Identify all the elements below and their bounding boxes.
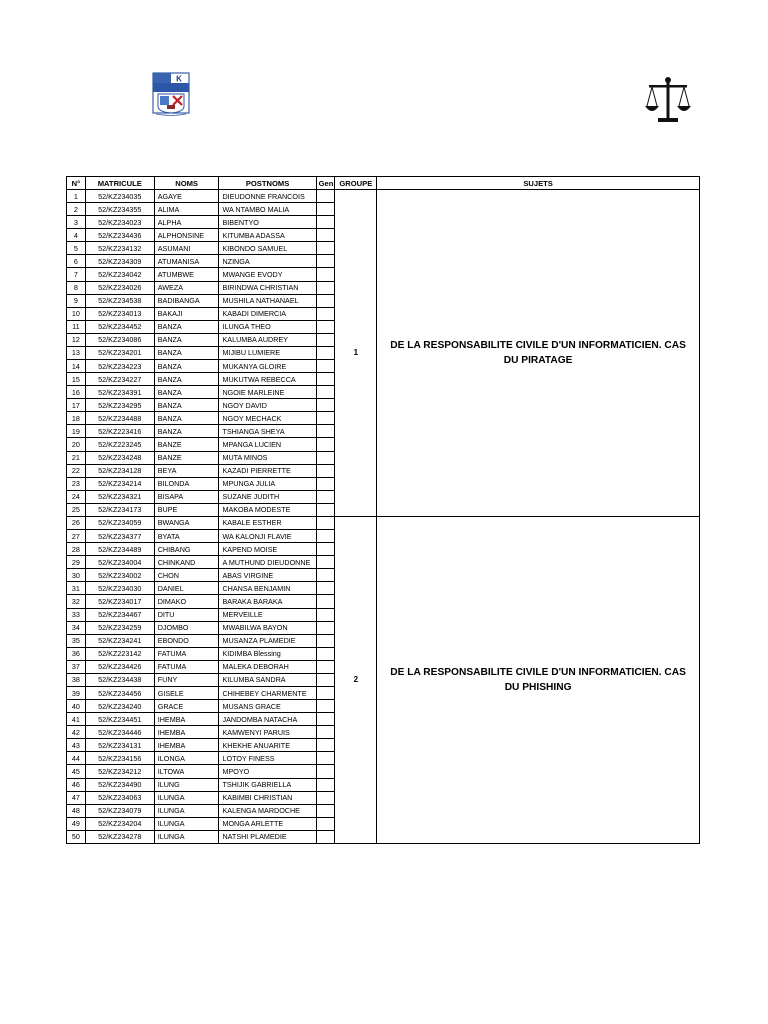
row-gen xyxy=(316,817,335,830)
row-matricule: 52/KZ234240 xyxy=(85,700,154,713)
row-number: 37 xyxy=(67,660,86,673)
row-number: 49 xyxy=(67,817,86,830)
row-nom: BANZA xyxy=(154,320,219,333)
row-postnom: KAZADI PIERRETTE xyxy=(219,464,316,477)
row-postnom: NGOIE MARLEINE xyxy=(219,386,316,399)
row-nom: ALIMA xyxy=(154,203,219,216)
row-number: 20 xyxy=(67,438,86,451)
row-nom: ATUMBWE xyxy=(154,268,219,281)
row-gen xyxy=(316,804,335,817)
row-gen xyxy=(316,373,335,386)
student-groups-table xyxy=(66,176,700,844)
row-nom: ILUNG xyxy=(154,778,219,791)
row-gen xyxy=(316,556,335,569)
row-gen xyxy=(316,621,335,634)
table-row xyxy=(67,516,700,529)
header-groupe: GROUPE xyxy=(335,177,377,190)
row-nom: BANZA xyxy=(154,386,219,399)
row-number: 3 xyxy=(67,216,86,229)
row-nom: IHEMBA xyxy=(154,739,219,752)
row-gen xyxy=(316,412,335,425)
row-number: 42 xyxy=(67,726,86,739)
row-postnom: KABALE ESTHER xyxy=(219,516,316,529)
row-number: 30 xyxy=(67,569,86,582)
row-matricule: 52/KZ223142 xyxy=(85,647,154,660)
row-nom: AGAYE xyxy=(154,190,219,203)
row-gen xyxy=(316,216,335,229)
row-postnom: MIJIBU LUMIERE xyxy=(219,346,316,359)
row-number: 36 xyxy=(67,647,86,660)
row-postnom: ILUNGA THEO xyxy=(219,320,316,333)
row-postnom: KALUMBA AUDREY xyxy=(219,333,316,346)
university-crest-icon xyxy=(152,72,190,116)
row-matricule: 52/KZ223416 xyxy=(85,425,154,438)
row-matricule: 52/KZ234467 xyxy=(85,608,154,621)
row-matricule: 52/KZ234377 xyxy=(85,530,154,543)
row-matricule: 52/KZ234063 xyxy=(85,791,154,804)
row-gen xyxy=(316,516,335,529)
row-matricule: 52/KZ234538 xyxy=(85,294,154,307)
row-nom: GISELE xyxy=(154,686,219,699)
row-number: 28 xyxy=(67,543,86,556)
row-gen xyxy=(316,294,335,307)
row-matricule: 52/KZ234013 xyxy=(85,307,154,320)
row-postnom: NATSHI PLAMEDIE xyxy=(219,830,316,843)
row-gen xyxy=(316,281,335,294)
row-postnom: CHANSA BENJAMIN xyxy=(219,582,316,595)
row-number: 9 xyxy=(67,294,86,307)
row-number: 21 xyxy=(67,451,86,464)
row-nom: BWANGA xyxy=(154,516,219,529)
row-nom: BUPE xyxy=(154,503,219,516)
row-gen xyxy=(316,438,335,451)
row-number: 27 xyxy=(67,530,86,543)
row-postnom: KIBONDO SAMUEL xyxy=(219,242,316,255)
row-matricule: 52/KZ234026 xyxy=(85,281,154,294)
row-number: 6 xyxy=(67,255,86,268)
row-postnom: TSHIJIK GABRIELLA xyxy=(219,778,316,791)
row-number: 41 xyxy=(67,713,86,726)
row-matricule: 52/KZ234489 xyxy=(85,543,154,556)
row-postnom: DIEUDONNE FRANCOIS xyxy=(219,190,316,203)
row-nom: CHON xyxy=(154,569,219,582)
row-nom: BADIBANGA xyxy=(154,294,219,307)
row-nom: ALPHONSINE xyxy=(154,229,219,242)
row-nom: BANZA xyxy=(154,333,219,346)
row-nom: IHEMBA xyxy=(154,726,219,739)
row-matricule: 52/KZ234017 xyxy=(85,595,154,608)
row-postnom: KAPEND MOISE xyxy=(219,543,316,556)
row-matricule: 52/KZ234436 xyxy=(85,229,154,242)
row-postnom: ABAS VIRGINE xyxy=(219,569,316,582)
row-number: 45 xyxy=(67,765,86,778)
row-matricule: 52/KZ234086 xyxy=(85,333,154,346)
row-gen xyxy=(316,451,335,464)
row-number: 44 xyxy=(67,752,86,765)
row-matricule: 52/KZ234201 xyxy=(85,346,154,359)
row-matricule: 52/KZ234030 xyxy=(85,582,154,595)
row-number: 48 xyxy=(67,804,86,817)
row-nom: DANIEL xyxy=(154,582,219,595)
row-gen xyxy=(316,660,335,673)
row-matricule: 52/KZ234321 xyxy=(85,490,154,503)
group-number: 2 xyxy=(335,516,377,843)
row-gen xyxy=(316,425,335,438)
row-matricule: 52/KZ234128 xyxy=(85,464,154,477)
row-postnom: BIRINDWA CHRISTIAN xyxy=(219,281,316,294)
row-gen xyxy=(316,608,335,621)
row-matricule: 52/KZ234355 xyxy=(85,203,154,216)
row-matricule: 52/KZ234204 xyxy=(85,817,154,830)
row-postnom: NZINGA xyxy=(219,255,316,268)
row-matricule: 52/KZ234173 xyxy=(85,503,154,516)
scales-of-justice-icon xyxy=(645,76,691,126)
row-number: 26 xyxy=(67,516,86,529)
row-nom: ILUNGA xyxy=(154,817,219,830)
row-matricule: 52/KZ234391 xyxy=(85,386,154,399)
row-postnom: WA KALONJI FLAVIE xyxy=(219,530,316,543)
row-matricule: 52/KZ234223 xyxy=(85,360,154,373)
row-postnom: WA NTAMBO MALIA xyxy=(219,203,316,216)
row-matricule: 52/KZ234248 xyxy=(85,451,154,464)
row-gen xyxy=(316,386,335,399)
row-postnom: MUSANZA PLAMEDIE xyxy=(219,634,316,647)
row-nom: ILUNGA xyxy=(154,830,219,843)
row-number: 39 xyxy=(67,686,86,699)
header-gen: Gen xyxy=(316,177,335,190)
table-row xyxy=(67,190,700,203)
row-postnom: LOTOY FINESS xyxy=(219,752,316,765)
row-matricule: 52/KZ234002 xyxy=(85,569,154,582)
row-matricule: 52/KZ234309 xyxy=(85,255,154,268)
row-matricule: 52/KZ234241 xyxy=(85,634,154,647)
row-number: 12 xyxy=(67,333,86,346)
row-postnom: KHEKHE ANUARITE xyxy=(219,739,316,752)
row-gen xyxy=(316,464,335,477)
row-nom: FUNY xyxy=(154,673,219,686)
row-gen xyxy=(316,634,335,647)
row-number: 19 xyxy=(67,425,86,438)
row-number: 29 xyxy=(67,556,86,569)
row-number: 13 xyxy=(67,346,86,359)
row-number: 4 xyxy=(67,229,86,242)
row-gen xyxy=(316,673,335,686)
row-gen xyxy=(316,255,335,268)
row-postnom: KABADI DIMERCIA xyxy=(219,307,316,320)
row-nom: BEYA xyxy=(154,464,219,477)
row-gen xyxy=(316,752,335,765)
row-matricule: 52/KZ234131 xyxy=(85,739,154,752)
row-postnom: MUKANYA GLOIRE xyxy=(219,360,316,373)
row-number: 14 xyxy=(67,360,86,373)
row-matricule: 52/KZ234042 xyxy=(85,268,154,281)
row-gen xyxy=(316,530,335,543)
row-matricule: 52/KZ234451 xyxy=(85,713,154,726)
row-number: 2 xyxy=(67,203,86,216)
row-gen xyxy=(316,726,335,739)
row-number: 7 xyxy=(67,268,86,281)
row-postnom: KITUMBA ADASSA xyxy=(219,229,316,242)
row-nom: EBONDO xyxy=(154,634,219,647)
row-postnom: MERVEILLE xyxy=(219,608,316,621)
row-matricule: 52/KZ234156 xyxy=(85,752,154,765)
row-postnom: TSHIANGA SHEYA xyxy=(219,425,316,438)
row-nom: BANZA xyxy=(154,425,219,438)
row-matricule: 52/KZ234490 xyxy=(85,778,154,791)
row-number: 31 xyxy=(67,582,86,595)
row-gen xyxy=(316,830,335,843)
row-nom: ILUNGA xyxy=(154,791,219,804)
row-matricule: 52/KZ234004 xyxy=(85,556,154,569)
row-number: 15 xyxy=(67,373,86,386)
row-postnom: NGOY DAVID xyxy=(219,399,316,412)
row-gen xyxy=(316,778,335,791)
row-number: 33 xyxy=(67,608,86,621)
table-header-row xyxy=(67,177,700,190)
row-gen xyxy=(316,686,335,699)
row-gen xyxy=(316,346,335,359)
row-nom: FATUMA xyxy=(154,660,219,673)
row-nom: IHEMBA xyxy=(154,713,219,726)
row-matricule: 52/KZ234212 xyxy=(85,765,154,778)
row-postnom: MUKUTWA REBECCA xyxy=(219,373,316,386)
row-nom: BANZA xyxy=(154,373,219,386)
row-gen xyxy=(316,333,335,346)
row-nom: AWEZA xyxy=(154,281,219,294)
row-gen xyxy=(316,490,335,503)
row-number: 40 xyxy=(67,700,86,713)
row-postnom: KIDIMBA Blessing xyxy=(219,647,316,660)
row-postnom: MALEKA DEBORAH xyxy=(219,660,316,673)
row-number: 1 xyxy=(67,190,86,203)
row-postnom: KABIMBI CHRISTIAN xyxy=(219,791,316,804)
row-postnom: KILUMBA SANDRA xyxy=(219,673,316,686)
row-postnom: BARAKA BARAKA xyxy=(219,595,316,608)
row-matricule: 52/KZ234456 xyxy=(85,686,154,699)
header-noms: NOMS xyxy=(154,177,219,190)
row-matricule: 52/KZ234426 xyxy=(85,660,154,673)
row-number: 16 xyxy=(67,386,86,399)
row-nom: BANZA xyxy=(154,360,219,373)
row-postnom: MUTA MINOS xyxy=(219,451,316,464)
row-matricule: 52/KZ234132 xyxy=(85,242,154,255)
row-nom: DIMAKO xyxy=(154,595,219,608)
group-subject: DE LA RESPONSABILITE CIVILE D'UN INFORMATICIEN. CAS DU PIRATAGE xyxy=(377,190,700,517)
row-gen xyxy=(316,791,335,804)
row-matricule: 52/KZ234438 xyxy=(85,673,154,686)
row-gen xyxy=(316,739,335,752)
row-nom: BISAPA xyxy=(154,490,219,503)
row-postnom: MONGA ARLETTE xyxy=(219,817,316,830)
row-nom: BANZE xyxy=(154,438,219,451)
row-number: 8 xyxy=(67,281,86,294)
row-nom: ASUMANI xyxy=(154,242,219,255)
row-number: 50 xyxy=(67,830,86,843)
row-number: 32 xyxy=(67,595,86,608)
row-nom: BANZA xyxy=(154,346,219,359)
row-matricule: 52/KZ234452 xyxy=(85,320,154,333)
row-postnom: MUSHILA NATHANAEL xyxy=(219,294,316,307)
row-number: 43 xyxy=(67,739,86,752)
row-number: 22 xyxy=(67,464,86,477)
row-gen xyxy=(316,307,335,320)
row-gen xyxy=(316,647,335,660)
row-number: 34 xyxy=(67,621,86,634)
row-nom: ILONGA xyxy=(154,752,219,765)
row-matricule: 52/KZ234035 xyxy=(85,190,154,203)
row-nom: FATUMA xyxy=(154,647,219,660)
row-number: 10 xyxy=(67,307,86,320)
row-gen xyxy=(316,765,335,778)
row-gen xyxy=(316,229,335,242)
row-gen xyxy=(316,399,335,412)
row-gen xyxy=(316,477,335,490)
row-nom: BANZA xyxy=(154,412,219,425)
row-matricule: 52/KZ234023 xyxy=(85,216,154,229)
row-postnom: A MUTHUND DIEUDONNE xyxy=(219,556,316,569)
header-n: N° xyxy=(67,177,86,190)
row-matricule: 52/KZ234259 xyxy=(85,621,154,634)
row-postnom: MPUNGA JULIA xyxy=(219,477,316,490)
row-postnom: JANDOMBA NATACHA xyxy=(219,713,316,726)
table-body xyxy=(67,190,700,844)
row-gen xyxy=(316,203,335,216)
row-matricule: 52/KZ234278 xyxy=(85,830,154,843)
group-number: 1 xyxy=(335,190,377,517)
row-nom: ATUMANISA xyxy=(154,255,219,268)
row-nom: GRACE xyxy=(154,700,219,713)
row-nom: BANZA xyxy=(154,399,219,412)
row-number: 25 xyxy=(67,503,86,516)
row-matricule: 52/KZ234488 xyxy=(85,412,154,425)
header-sujets: SUJETS xyxy=(377,177,700,190)
row-gen xyxy=(316,360,335,373)
row-gen xyxy=(316,543,335,556)
row-gen xyxy=(316,242,335,255)
row-nom: BYATA xyxy=(154,530,219,543)
row-gen xyxy=(316,713,335,726)
row-nom: ILUNGA xyxy=(154,804,219,817)
header-postnoms: POSTNOMS xyxy=(219,177,316,190)
row-nom: BILONDA xyxy=(154,477,219,490)
row-gen xyxy=(316,190,335,203)
row-number: 35 xyxy=(67,634,86,647)
row-nom: ILTOWA xyxy=(154,765,219,778)
row-number: 11 xyxy=(67,320,86,333)
row-gen xyxy=(316,582,335,595)
row-number: 47 xyxy=(67,791,86,804)
row-gen xyxy=(316,595,335,608)
row-postnom: MWABILWA BAYON xyxy=(219,621,316,634)
row-postnom: MPANGA LUCIEN xyxy=(219,438,316,451)
row-nom: CHIBANG xyxy=(154,543,219,556)
row-postnom: MPOYO xyxy=(219,765,316,778)
row-matricule: 52/KZ234059 xyxy=(85,516,154,529)
row-matricule: 52/KZ223245 xyxy=(85,438,154,451)
row-postnom: MUSANS GRACE xyxy=(219,700,316,713)
row-nom: DJOMBO xyxy=(154,621,219,634)
row-gen xyxy=(316,503,335,516)
row-matricule: 52/KZ234214 xyxy=(85,477,154,490)
row-matricule: 52/KZ234446 xyxy=(85,726,154,739)
row-number: 18 xyxy=(67,412,86,425)
row-matricule: 52/KZ234227 xyxy=(85,373,154,386)
row-gen xyxy=(316,320,335,333)
row-postnom: MAKOBA MODESTE xyxy=(219,503,316,516)
row-nom: ALPHA xyxy=(154,216,219,229)
row-number: 38 xyxy=(67,673,86,686)
row-postnom: CHIHEBEY CHARMENTE xyxy=(219,686,316,699)
row-number: 17 xyxy=(67,399,86,412)
svg-text:K: K xyxy=(176,74,182,84)
row-matricule: 52/KZ234295 xyxy=(85,399,154,412)
row-gen xyxy=(316,700,335,713)
row-matricule: 52/KZ234079 xyxy=(85,804,154,817)
row-nom: CHINKAND xyxy=(154,556,219,569)
group-subject: DE LA RESPONSABILITE CIVILE D'UN INFORMATICIEN. CAS DU PHISHING xyxy=(377,516,700,843)
row-nom: DITU xyxy=(154,608,219,621)
row-number: 23 xyxy=(67,477,86,490)
row-nom: BANZE xyxy=(154,451,219,464)
row-postnom: NGOY MECHACK xyxy=(219,412,316,425)
row-postnom: SUZANE JUDITH xyxy=(219,490,316,503)
row-number: 24 xyxy=(67,490,86,503)
header-matricule: MATRICULE xyxy=(85,177,154,190)
row-gen xyxy=(316,569,335,582)
row-nom: BAKAJI xyxy=(154,307,219,320)
row-postnom: KAMWENYI PARUIS xyxy=(219,726,316,739)
row-gen xyxy=(316,268,335,281)
row-number: 5 xyxy=(67,242,86,255)
row-postnom: BIBENTYO xyxy=(219,216,316,229)
row-postnom: MWANGE EVODY xyxy=(219,268,316,281)
row-number: 46 xyxy=(67,778,86,791)
row-postnom: KALENGA MARDOCHE xyxy=(219,804,316,817)
